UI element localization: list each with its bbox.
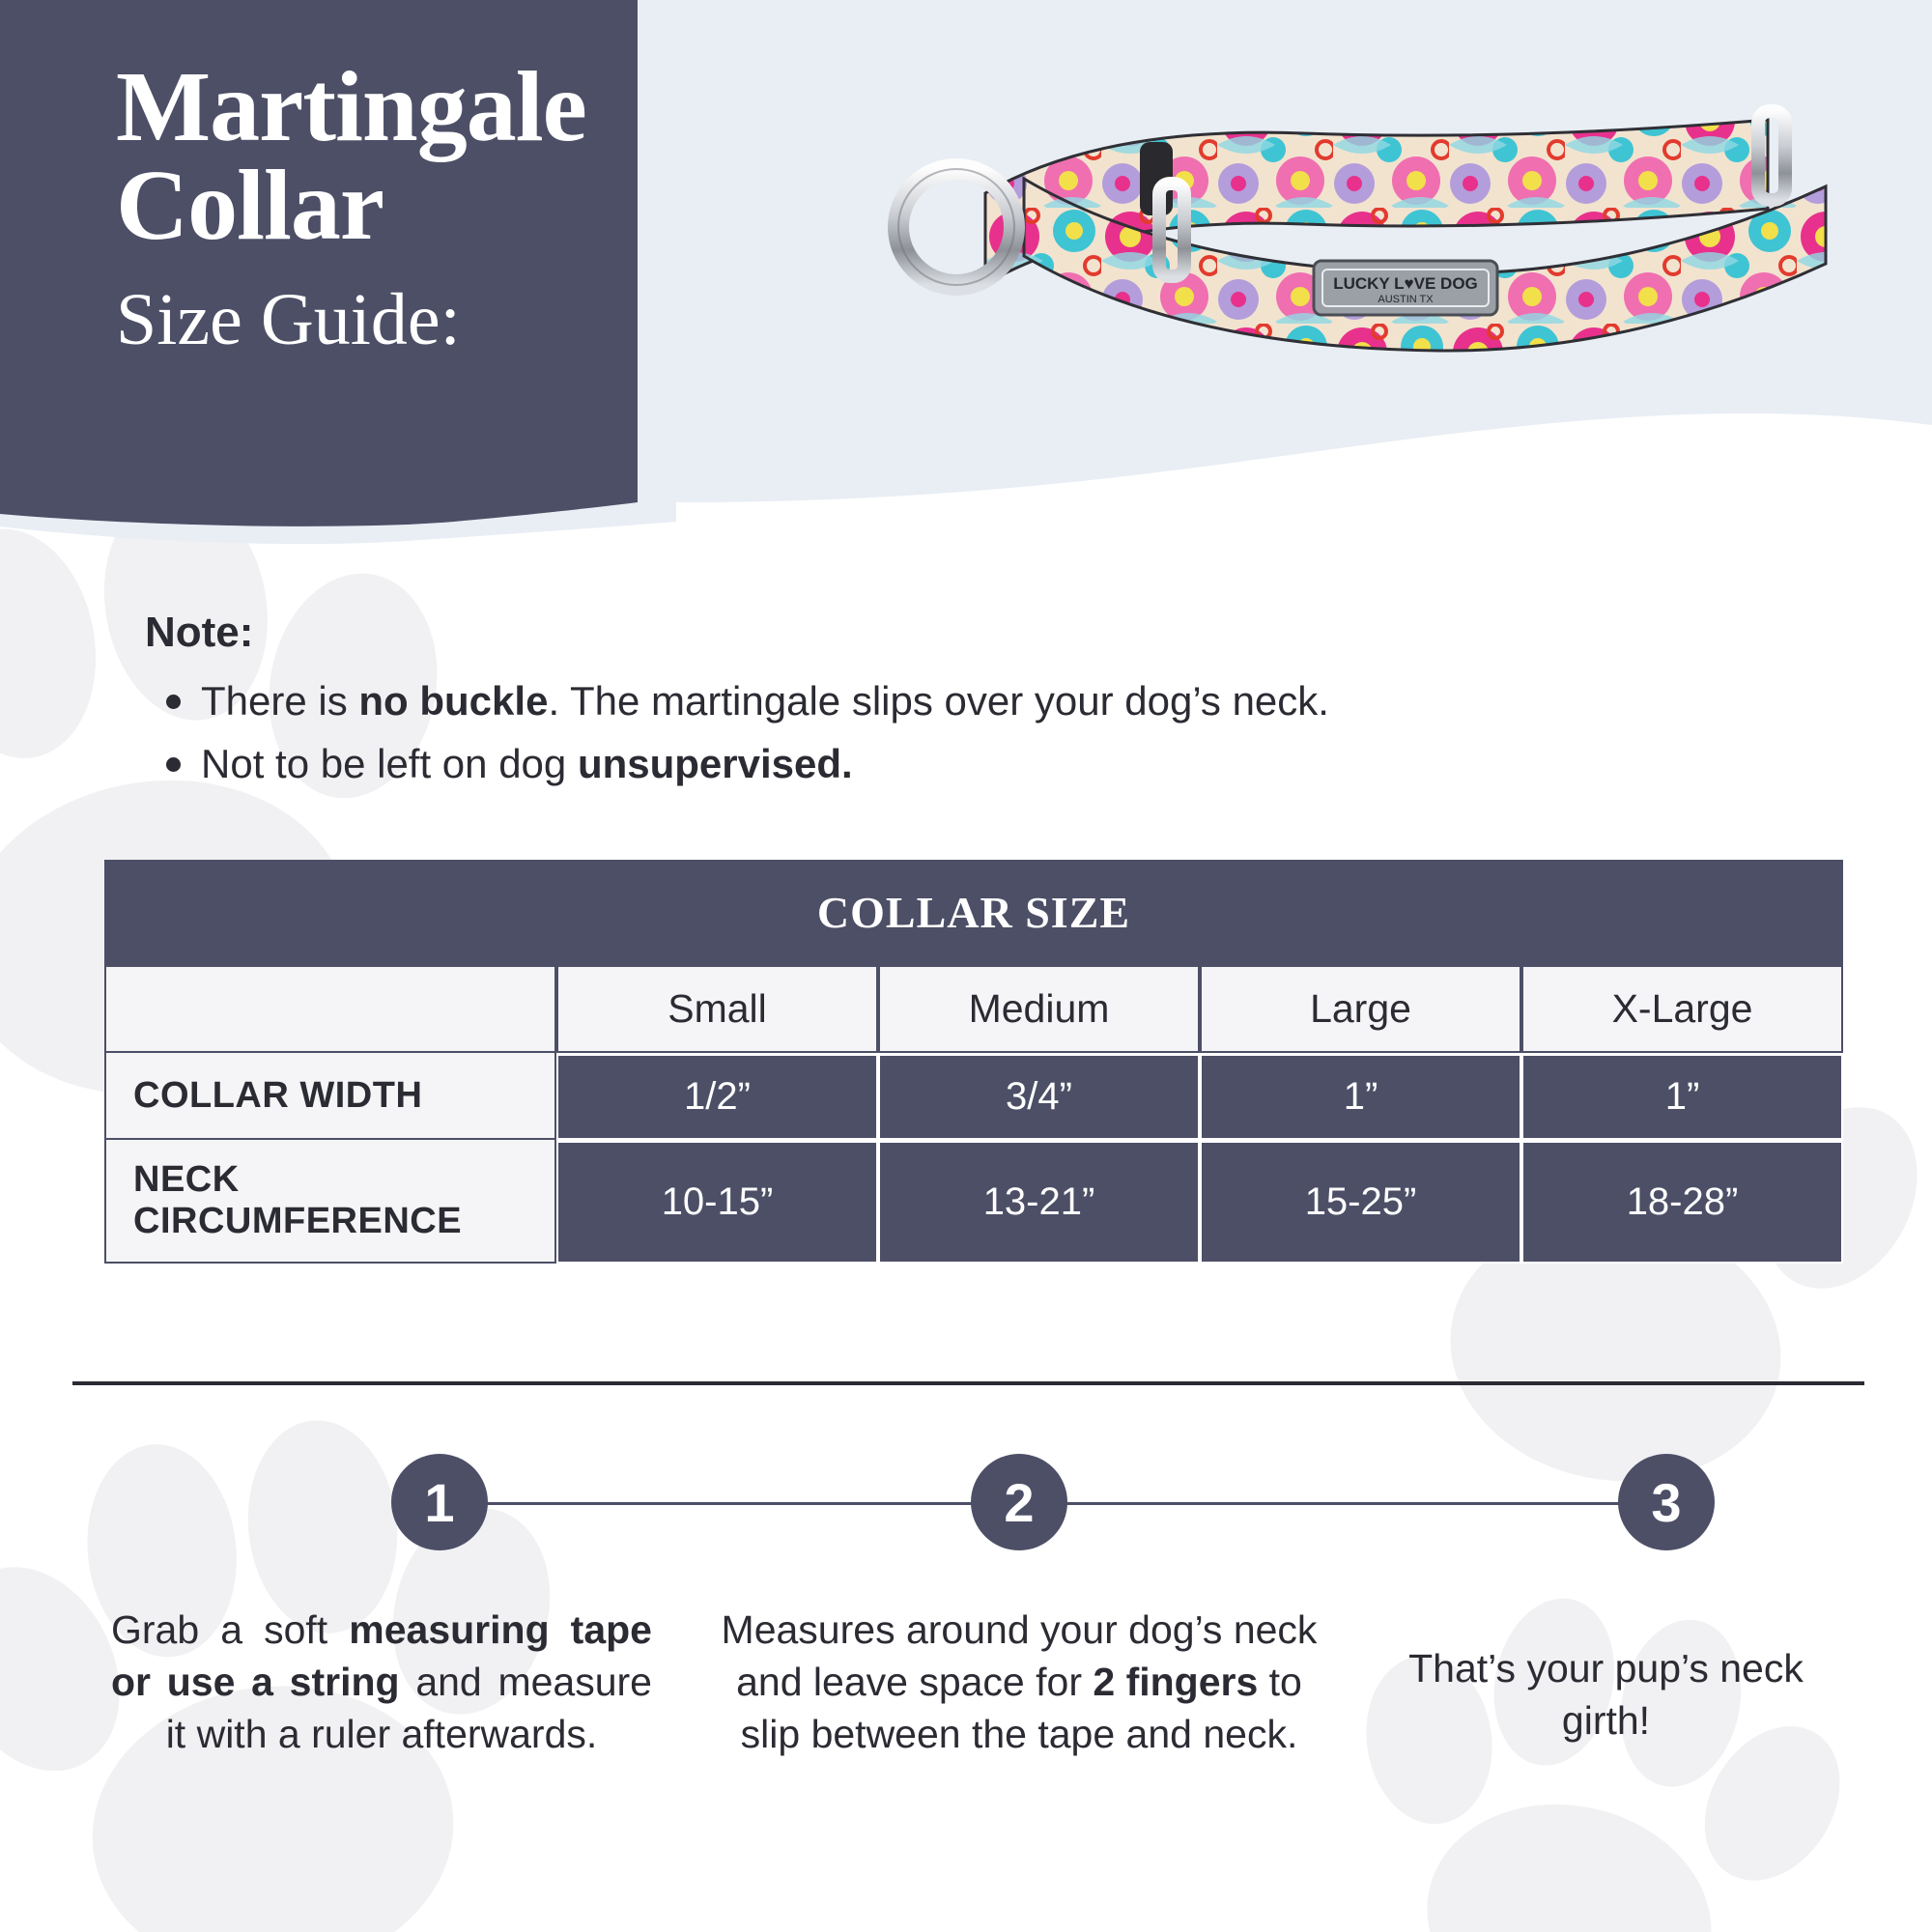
note-item-text: Not to be left on dog unsupervised. [201, 740, 853, 786]
column-header-medium: Medium [878, 967, 1200, 1053]
collar-product-image [869, 92, 1893, 411]
title-line-2: Collar [116, 149, 384, 261]
cell-collar-width-small: 1/2” [556, 1053, 878, 1140]
cell-neck-circ-small: 10-15” [556, 1140, 878, 1264]
step-number-3: 3 [1618, 1454, 1715, 1550]
note-title: Note: [145, 609, 254, 656]
cell-collar-width-medium: 3/4” [878, 1053, 1200, 1140]
step-markers [72, 1439, 1864, 1565]
cell-neck-circ-large: 15-25” [1200, 1140, 1521, 1264]
column-header-xlarge: X-Large [1521, 967, 1843, 1053]
table-title: COLLAR SIZE [104, 860, 1843, 967]
section-divider [72, 1381, 1864, 1385]
table-corner-cell [104, 967, 556, 1053]
note-list [145, 674, 1329, 791]
step-text-1: Grab a soft measuring tape or use a string and measure it with a ruler afterwards. [111, 1607, 652, 1757]
svg-text:LUCKY L♥VE DOG: LUCKY L♥VE DOG [1333, 274, 1478, 293]
step-text-2: Measures around your dog’s neck and leave space for 2 fingers to slip between the tape and neck. [721, 1607, 1318, 1757]
note-section [145, 609, 1329, 799]
cell-collar-width-xlarge: 1” [1521, 1053, 1843, 1140]
step-connector-line [449, 1502, 1705, 1505]
cell-neck-circ-medium: 13-21” [878, 1140, 1200, 1264]
step-number-1: 1 [391, 1454, 488, 1550]
note-item-text: There is no buckle. The martingale slips over your dog’s neck. [201, 678, 1329, 724]
page-subtitle: Size Guide: [116, 278, 461, 360]
svg-text:AUSTIN TX: AUSTIN TX [1378, 294, 1434, 305]
size-table-container [104, 860, 1843, 1264]
table-row [104, 1140, 1843, 1264]
column-header-large: Large [1200, 967, 1521, 1053]
step-number-2: 2 [971, 1454, 1067, 1550]
collar-illustration-svg [869, 92, 1893, 411]
cell-collar-width-large: 1” [1200, 1053, 1521, 1140]
note-item [162, 674, 1329, 729]
row-label-neck-circumference: NECK CIRCUMFERENCE [104, 1140, 556, 1264]
table-column-header-row [104, 967, 1843, 1053]
page-title [116, 51, 586, 360]
title-line-1: Martingale [116, 51, 586, 162]
step-descriptions [72, 1604, 1864, 1760]
column-header-small: Small [556, 967, 878, 1053]
collar-size-table [104, 860, 1843, 1264]
note-item [162, 737, 1329, 792]
step-text-3: That’s your pup’s neck girth! [1408, 1646, 1804, 1744]
row-label-collar-width: COLLAR WIDTH [104, 1053, 556, 1140]
table-row [104, 1053, 1843, 1140]
cell-neck-circ-xlarge: 18-28” [1521, 1140, 1843, 1264]
table-title-row [104, 860, 1843, 967]
measuring-steps [72, 1439, 1864, 1760]
